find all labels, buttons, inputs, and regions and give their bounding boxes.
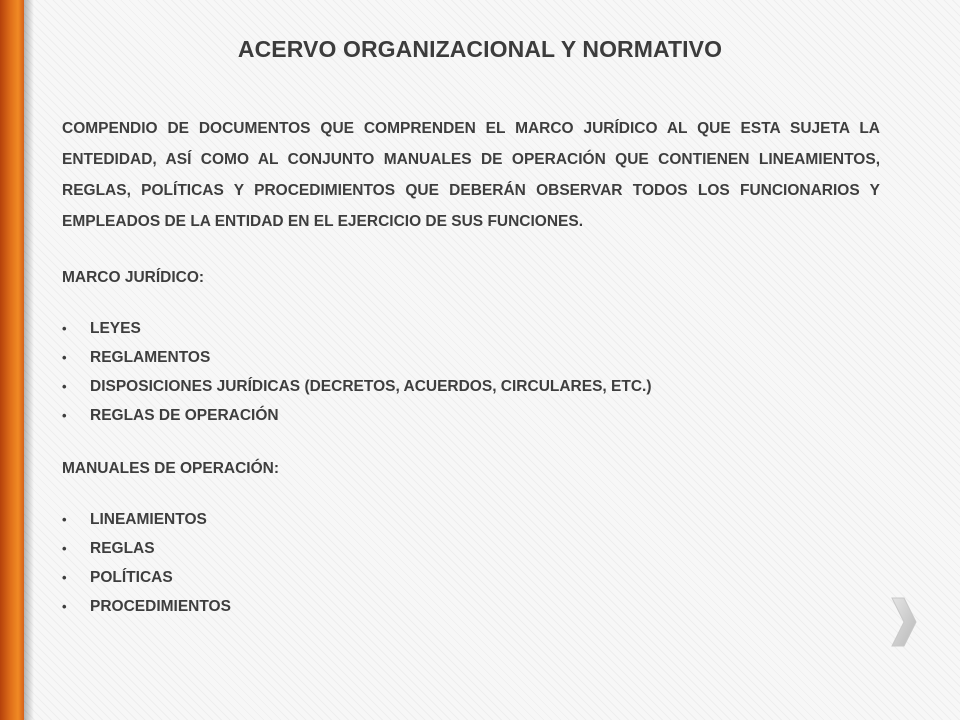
bullet-icon: •: [62, 350, 67, 365]
slide-content: [62, 113, 880, 621]
list-item: [62, 401, 880, 430]
bullet-icon: •: [62, 541, 67, 556]
bullet-icon: •: [62, 570, 67, 585]
list-item-label: POLÍTICAS: [90, 569, 173, 586]
bullet-icon: •: [62, 599, 67, 614]
bullet-icon: •: [62, 321, 67, 336]
list-item: [62, 592, 880, 621]
bullet-icon: •: [62, 512, 67, 527]
side-bar-shadow: [24, 0, 34, 720]
bullet-icon: •: [62, 379, 67, 394]
list-item: [62, 372, 880, 401]
manuales-list: [62, 505, 880, 621]
list-item-label: LEYES: [90, 320, 141, 337]
list-item-label: REGLAMENTOS: [90, 349, 211, 366]
list-item-label: PROCEDIMIENTOS: [90, 598, 231, 615]
page-title: ACERVO ORGANIZACIONAL Y NORMATIVO: [237, 36, 723, 62]
manuales-heading: MANUALES DE OPERACIÓN:: [62, 460, 280, 477]
intro-paragraph: COMPENDIO DE DOCUMENTOS QUE COMPRENDEN EL MARCO JURÍDICO AL QUE ESTA SUJETA LA ENTEDIDAD, ASÍ COMO AL CONJUNTO MANUALES DE OPERACIÓN QUE CONTIENEN LINEAMIENTOS, REGLAS, POLÍTICAS Y PROCEDIMIENTOS QUE DEBERÁN OBSERVAR TODOS LOS FUNCIONARIOS Y EMPLEADOS DE LA ENTIDAD EN EL EJERCICIO DE SUS FUNCIONES.: [62, 120, 880, 230]
chevron-right-icon: [882, 590, 926, 654]
list-item-label: REGLAS: [90, 540, 155, 557]
list-item: [62, 563, 880, 592]
bullet-icon: •: [62, 408, 67, 423]
marco-juridico-heading: MARCO JURÍDICO:: [62, 269, 205, 286]
accent-side-bar: [0, 0, 24, 720]
list-item: [62, 343, 880, 372]
next-slide-button[interactable]: [882, 590, 926, 654]
list-item-label: LINEAMIENTOS: [90, 511, 207, 528]
list-item-label: DISPOSICIONES JURÍDICAS (DECRETOS, ACUERDOS, CIRCULARES, ETC.): [90, 378, 652, 395]
list-item: [62, 314, 880, 343]
list-item: [62, 505, 880, 534]
list-item: [62, 534, 880, 563]
marco-juridico-list: [62, 314, 880, 430]
list-item-label: REGLAS DE OPERACIÓN: [90, 407, 279, 424]
